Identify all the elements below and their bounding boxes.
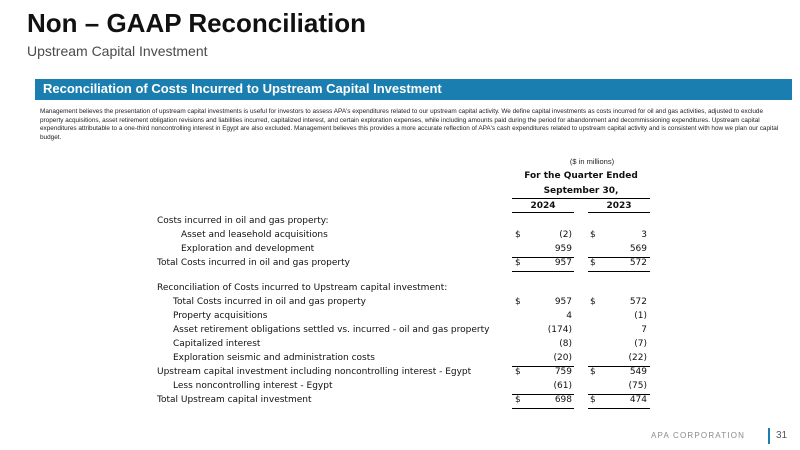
currency-2024: $ <box>515 230 521 240</box>
row-label: Costs incurred in oil and gas property: <box>157 216 329 226</box>
table-row <box>0 367 800 381</box>
row-label: Asset and leasehold acquisitions <box>181 230 328 240</box>
year-header-2024: 2024 <box>530 201 556 211</box>
page-number: 31 <box>776 430 788 441</box>
value-2023: (75) <box>628 381 647 391</box>
row-label: Upstream capital investment including noncontrolling interest - Egypt <box>157 367 472 377</box>
row-label: Property acquisitions <box>173 311 268 321</box>
table-row <box>0 283 800 297</box>
row-label: Total Costs incurred in oil and gas property <box>157 258 350 268</box>
currency-2024: $ <box>515 258 521 268</box>
page-subtitle: Upstream Capital Investment <box>27 43 208 59</box>
section-banner-label: Reconciliation of Costs Incurred to Upstream Capital Investment <box>43 81 442 96</box>
value-2024: 698 <box>554 395 572 405</box>
table-row <box>0 325 800 339</box>
period-header-rule <box>512 198 650 199</box>
footer-brand: APA CORPORATION <box>651 431 746 440</box>
table-row <box>0 216 800 230</box>
row-label: Total Costs incurred in oil and gas property <box>173 297 366 307</box>
description-paragraph: Management believes the presentation of upstream capital investments is useful for investors to assess APA's expenditures related to our upstream capital activity. We define capital investments as costs incurred for oil and gas activities, adjusted to exclude property acquisitions, asset retirement obligation revisions and liabilities incurred, capitalized interest, and certain exploration expenses, while including amounts paid during the period for abandonment and decommissioning expenditures. Upstream capital expenditures attributable to a one-third noncontrolling interest in Egypt are also excluded. Management believes this provides a more accurate reflection of APA's cash expenditures related to upstream capital activity and is consistent with how we plan our capital budget. <box>40 108 779 141</box>
table-row <box>0 353 800 367</box>
value-2023: 7 <box>641 325 647 335</box>
value-2024: (174) <box>547 325 572 335</box>
table-row <box>0 297 800 311</box>
value-2023: 569 <box>629 244 647 254</box>
table-row <box>0 381 800 395</box>
value-2023: (1) <box>634 311 647 321</box>
value-2024: (61) <box>553 381 572 391</box>
currency-2023: $ <box>590 297 596 307</box>
value-2024: 957 <box>554 297 572 307</box>
value-2024: 759 <box>554 367 572 377</box>
period-header-line2: September 30, <box>543 186 619 196</box>
value-2023: 572 <box>629 258 647 268</box>
currency-2024: $ <box>515 395 521 405</box>
total-rule <box>588 408 650 409</box>
row-label: Exploration and development <box>181 244 315 254</box>
value-2024: 959 <box>554 244 572 254</box>
footer-divider <box>768 428 770 444</box>
value-2023: (22) <box>628 353 647 363</box>
year-header-2023: 2023 <box>606 201 632 211</box>
value-2024: 4 <box>566 311 572 321</box>
value-2023: 3 <box>641 230 647 240</box>
units-note: ($ in millions) <box>569 157 615 166</box>
row-label: Asset retirement obligations settled vs. incurred - oil and gas property <box>173 325 490 335</box>
table-row <box>0 311 800 325</box>
currency-2023: $ <box>590 230 596 240</box>
section-banner <box>35 79 792 100</box>
row-label: Capitalized interest <box>173 339 261 349</box>
value-2023: 549 <box>629 367 647 377</box>
currency-2024: $ <box>515 367 521 377</box>
value-2023: 474 <box>629 395 647 405</box>
currency-2024: $ <box>515 297 521 307</box>
table-row <box>0 258 800 272</box>
year-rule-2023 <box>588 212 650 213</box>
value-2023: 572 <box>629 297 647 307</box>
row-label: Exploration seismic and administration costs <box>173 353 375 363</box>
year-rule-2024 <box>512 212 574 213</box>
row-label: Less noncontrolling interest - Egypt <box>173 381 333 391</box>
value-2024: (2) <box>559 230 572 240</box>
value-2024: (8) <box>559 339 572 349</box>
row-label: Total Upstream capital investment <box>157 395 312 405</box>
table-row <box>0 244 800 258</box>
table-row <box>0 230 800 244</box>
total-rule <box>512 408 574 409</box>
value-2024: 957 <box>554 258 572 268</box>
value-2023: (7) <box>634 339 647 349</box>
page-title: Non – GAAP Reconciliation <box>27 8 367 38</box>
table-row <box>0 395 800 409</box>
period-header-line1: For the Quarter Ended <box>524 171 638 181</box>
currency-2023: $ <box>590 258 596 268</box>
currency-2023: $ <box>590 395 596 405</box>
value-2024: (20) <box>553 353 572 363</box>
row-label: Reconciliation of Costs incurred to Upstream capital investment: <box>157 283 448 293</box>
currency-2023: $ <box>590 367 596 377</box>
table-row <box>0 339 800 353</box>
